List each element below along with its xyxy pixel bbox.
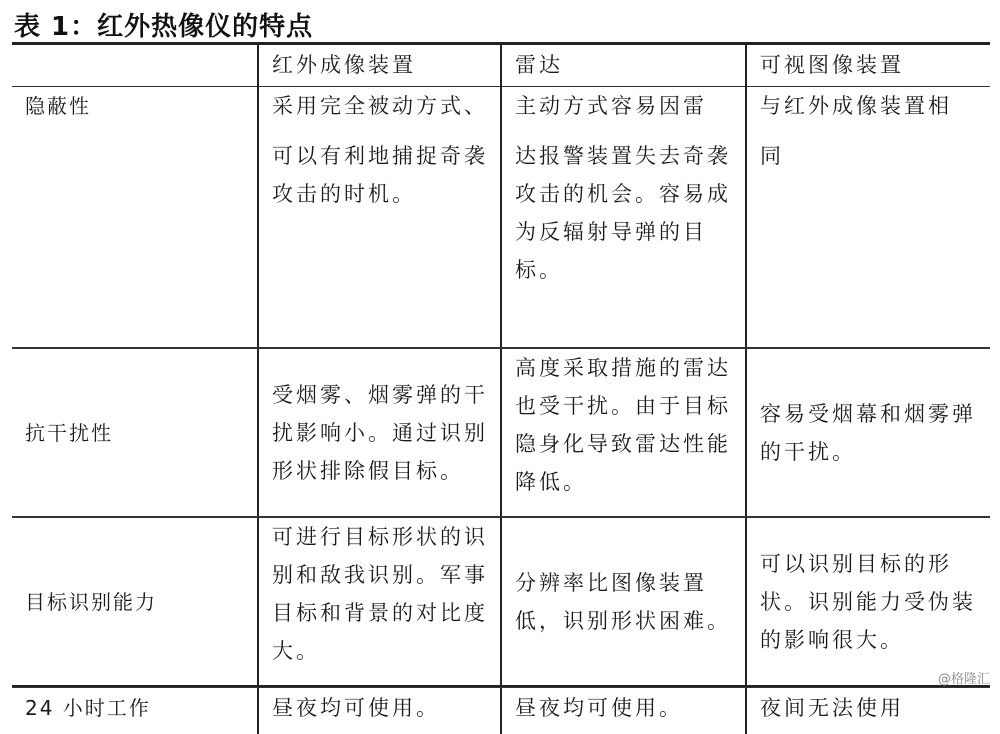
table-row — [12, 517, 990, 687]
cell-radar: 高度采取措施的雷达也受干扰。由于目标隐身化导致雷达性能降低。 — [501, 348, 746, 517]
cell-radar: 分辨率比图像装置低，识别形状困难。 — [501, 517, 746, 687]
table-row — [12, 348, 990, 517]
table-row — [12, 87, 990, 349]
cell-radar — [501, 87, 746, 349]
cell-visual: 可以识别目标的形状。识别能力受伪装的影响很大。 — [746, 517, 990, 687]
cell-infrared: 昼夜均可使用。 — [258, 687, 501, 734]
cell-visual: 容易受烟幕和烟雾弹的干扰。 — [746, 348, 990, 517]
cell-text-first-line: 采用完全被动方式、 — [272, 94, 488, 118]
cell-infrared: 可进行目标形状的识别和敌我识别。军事目标和背景的对比度大。 — [258, 517, 501, 687]
header-cell-visual: 可视图像装置 — [746, 45, 990, 87]
cell-visual: 夜间无法使用 — [746, 687, 990, 734]
table-header-row — [12, 45, 990, 87]
watermark: @格隆汇 — [937, 672, 990, 687]
cell-text-first-line: 主动方式容易因雷 — [515, 94, 707, 118]
header-cell-radar: 雷达 — [501, 45, 746, 87]
row-label-text: 隐蔽性 — [25, 94, 91, 118]
cell-radar: 昼夜均可使用。 — [501, 687, 746, 734]
header-cell-empty — [12, 45, 258, 87]
row-label-concealment — [12, 87, 258, 349]
row-label-24-hour: 24 小时工作 — [25, 696, 151, 720]
comparison-table — [12, 45, 990, 734]
row-label-target-recognition: 目标识别能力 — [12, 517, 258, 687]
bottom-rule — [12, 685, 990, 687]
cell-infrared — [258, 87, 501, 349]
comparison-table-wrapper — [12, 45, 990, 734]
cell-text-continued: 达报警装置失去奇袭攻击的机会。容易成为反辐射导弹的目标。 — [515, 144, 731, 282]
row-label-anti-interference: 抗干扰性 — [12, 348, 258, 517]
cell-visual — [746, 87, 990, 349]
table-title: 表 1：红外热像仪的特点 — [14, 12, 314, 42]
table-row — [12, 687, 990, 734]
cell-text-continued: 同 — [760, 144, 784, 168]
header-cell-infrared: 红外成像装置 — [258, 45, 501, 87]
cell-text-first-line: 与红外成像装置相 — [760, 94, 952, 118]
cell-infrared: 受烟雾、烟雾弹的干扰影响小。通过识别形状排除假目标。 — [258, 348, 501, 517]
cell-text-continued: 可以有利地捕捉奇袭攻击的时机。 — [272, 144, 488, 206]
